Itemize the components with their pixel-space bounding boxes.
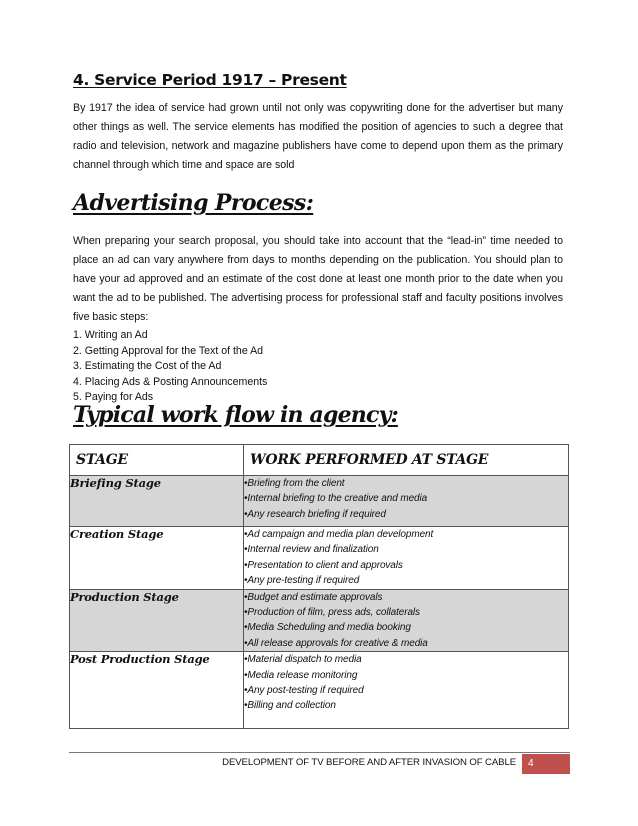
task-item: •Briefing from the client bbox=[244, 478, 345, 489]
step-item: 3. Estimating the Cost of the Ad bbox=[73, 360, 222, 372]
table-row bbox=[70, 652, 569, 729]
table-row bbox=[70, 476, 569, 527]
step-item: 5. Paying for Ads bbox=[73, 391, 154, 403]
task-item: •Any post-testing if required bbox=[244, 685, 364, 697]
footer-title: DEVELOPMENT OF TV BEFORE AND AFTER INVASION OF CABLE bbox=[222, 757, 516, 768]
table-row bbox=[70, 589, 569, 652]
tasks-cell bbox=[244, 527, 569, 590]
stage-column-header: STAGE bbox=[70, 445, 244, 476]
tasks-cell bbox=[244, 652, 569, 729]
step-item: 2. Getting Approval for the Text of the Ad bbox=[73, 344, 264, 357]
stage-cell: Production Stage bbox=[70, 589, 244, 652]
step-item: 4. Placing Ads & Posting Announcements bbox=[73, 375, 268, 388]
stage-cell: Briefing Stage bbox=[70, 476, 244, 527]
advertising-process-heading: Advertising Process: bbox=[73, 190, 314, 216]
task-item: •Ad campaign and media plan development bbox=[244, 529, 434, 540]
task-item: •Budget and estimate approvals bbox=[244, 591, 383, 603]
stage-cell: Post Production Stage bbox=[70, 652, 244, 729]
task-item: •Any research briefing if required bbox=[244, 508, 386, 520]
task-item: •Any pre-testing if required bbox=[244, 575, 360, 587]
footer-divider bbox=[69, 752, 570, 753]
table-header-row bbox=[70, 445, 569, 476]
tasks-cell bbox=[244, 476, 569, 527]
page-footer bbox=[69, 754, 570, 774]
task-item: •Billing and collection bbox=[244, 700, 336, 712]
task-item: •Media Scheduling and media booking bbox=[244, 622, 411, 634]
workflow-heading: Typical work flow in agency: bbox=[73, 402, 398, 428]
step-item: 1. Writing an Ad bbox=[73, 329, 148, 341]
tasks-cell bbox=[244, 589, 569, 652]
page-number: 4 bbox=[522, 754, 570, 774]
task-item: •Media release monitoring bbox=[244, 669, 358, 681]
task-item: •Presentation to client and approvals bbox=[244, 559, 403, 571]
work-column-header: WORK PERFORMED AT STAGE bbox=[244, 445, 569, 476]
stage-cell: Creation Stage bbox=[70, 527, 244, 590]
service-period-paragraph: By 1917 the idea of service had grown until not only was copywriting done for the advertiser but many other things as well. The service elements has modified the position of agencies to such a degree that radio and television, network and magazine publishers have come to depend upon them as the primary channel through which time and space are sold bbox=[73, 102, 563, 171]
table-row bbox=[70, 527, 569, 590]
task-item: •Internal briefing to the creative and media bbox=[244, 493, 428, 505]
task-item: •Material dispatch to media bbox=[244, 654, 362, 666]
task-item: •All release approvals for creative & media bbox=[244, 637, 428, 649]
section-heading: 4. Service Period 1917 – Present bbox=[73, 71, 347, 89]
steps-list bbox=[73, 328, 473, 406]
workflow-table bbox=[69, 444, 569, 729]
task-item: •Production of film, press ads, collaterals bbox=[244, 607, 420, 619]
task-item: •Internal review and finalization bbox=[244, 544, 379, 556]
advertising-process-paragraph: When preparing your search proposal, you should take into account that the “lead-in” time needed to place an ad can vary anywhere from days to months depending on the publication. You should plan to have your ad approved and an estimate of the cost done at least one month prior to the date when you want the ad to be published. The advertising process for professional staff and faculty positions involves five basic steps: bbox=[73, 235, 563, 323]
